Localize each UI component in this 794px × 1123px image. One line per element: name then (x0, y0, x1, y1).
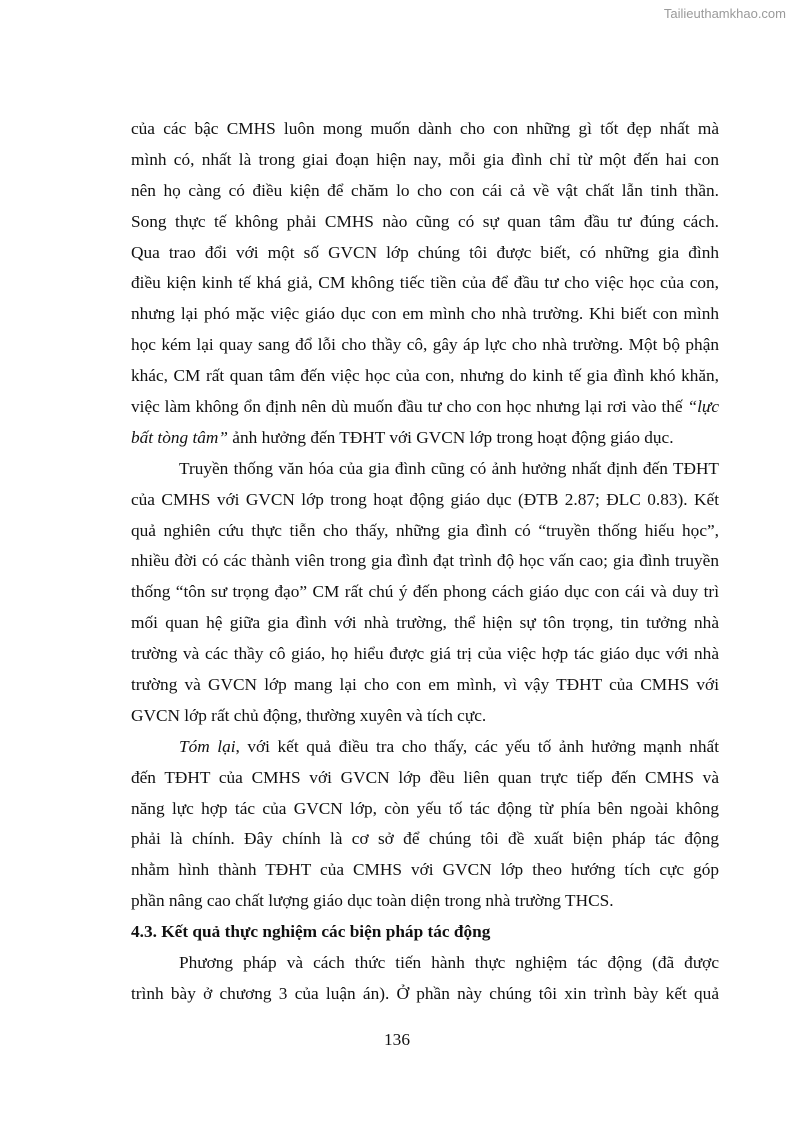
text-line: Phương pháp và cách thức tiến hành thực nghiệm tác động (đã được (179, 953, 719, 973)
text-line: trình bày ở chương 3 của luận án). Ở phần này chúng tôi xin trình bày kết quả (131, 983, 719, 1003)
text-line: phải là chính. Đây chính là cơ sở để chúng tôi đề xuất biện pháp tác động (131, 829, 719, 849)
text-line: năng lực hợp tác của GVCN lớp, còn yếu tố tác động từ phía bên ngoài không (131, 798, 719, 818)
document-body (131, 114, 719, 1010)
text-line: Truyền thống văn hóa của gia đình cũng có ảnh hưởng nhất định đến TĐHT (179, 458, 719, 478)
text-run: ảnh hưởng đến TĐHT với GVCN lớp trong hoạt động giáo dục. (227, 427, 674, 447)
text-line: khác, CM rất quan tâm đến việc học của con, nhưng do kinh tế gia đình khó khăn, (131, 366, 719, 386)
text-line: trường và các thầy cô giáo, họ hiểu được giá trị của việc hợp tác giáo dục với nhà (131, 644, 719, 664)
text-line: học kém lại quay sang đổ lỗi cho thầy cô, gây áp lực cho nhà trường. Một bộ phận (131, 335, 719, 355)
paragraph-4 (131, 948, 719, 1010)
text-line: thống “tôn sư trọng đạo” CM rất chú ý đến phong cách giáo dục con cái và duy trì (131, 582, 719, 602)
text-line: nên họ càng có điều kiện để chăm lo cho con cái cả về vật chất lẫn tinh thần. (131, 180, 719, 200)
paragraph-3 (131, 732, 719, 917)
text-line: của các bậc CMHS luôn mong muốn dành cho con những gì tốt đẹp nhất mà (131, 119, 719, 138)
text-line: mình có, nhất là trong giai đoạn hiện nay, mỗi gia đình chỉ từ một đến hai con (131, 149, 719, 169)
text-line: nhưng lại phó mặc việc giáo dục con em mình cho nhà trường. Khi biết con mình (131, 304, 719, 324)
text-line: GVCN lớp rất chủ động, thường xuyên và tích cực. (131, 705, 487, 725)
text-line: nhằm hình thành TĐHT của CMHS với GVCN lớp theo hướng tích cực góp (131, 860, 719, 880)
text-run: việc làm không ổn định nên dù muốn đầu tư cho con học nhưng lại rơi vào thế (131, 397, 688, 417)
text-run: , với kết quả điều tra cho thấy, các yếu tố ảnh hưởng mạnh nhất (235, 736, 719, 756)
text-line: nhiều đời có các thành viên trong gia đình đạt trình độ học vấn cao; gia đình truyền (131, 551, 719, 571)
text-line (131, 392, 719, 423)
text-line (131, 732, 719, 763)
text-line: mối quan hệ giữa gia đình với nhà trường, thể hiện sự tôn trọng, tin tưởng nhà (131, 613, 719, 633)
text-line: Qua trao đổi với một số GVCN lớp chúng tôi được biết, có những gia đình (131, 242, 719, 262)
watermark: Tailieuthamkhao.com (663, 6, 786, 21)
paragraph-2 (131, 454, 719, 732)
text-line: phần nâng cao chất lượng giáo dục toàn diện trong nhà trường THCS. (131, 891, 614, 911)
italic-quote: bất tòng tâm” (131, 427, 228, 447)
page-number: 136 (384, 1030, 410, 1049)
text-line: điều kiện kinh tế khá giả, CM không tiếc tiền của để đầu tư cho việc học của con, (131, 273, 719, 293)
text-line: đến TĐHT của CMHS với GVCN lớp đều liên quan trực tiếp đến CMHS và (131, 767, 719, 787)
italic-quote: “lực (687, 397, 719, 417)
text-line (131, 423, 719, 454)
text-line: quả nghiên cứu thực tiễn cho thấy, những gia đình có “truyền thống hiếu học”, (131, 520, 719, 540)
italic-lead: Tóm lại (179, 736, 236, 756)
text-line: của CMHS với GVCN lớp trong hoạt động giáo dục (ĐTB 2.87; ĐLC 0.83). Kết (131, 489, 719, 509)
paragraph-1 (131, 114, 719, 454)
text-line: Song thực tế không phải CMHS nào cũng có sự quan tâm đầu tư đúng cách. (131, 211, 719, 231)
text-line: trường và GVCN lớp mang lại cho con em mình, vì vậy TĐHT của CMHS với (131, 675, 719, 695)
section-heading: 4.3. Kết quả thực nghiệm các biện pháp tác động (131, 922, 491, 942)
